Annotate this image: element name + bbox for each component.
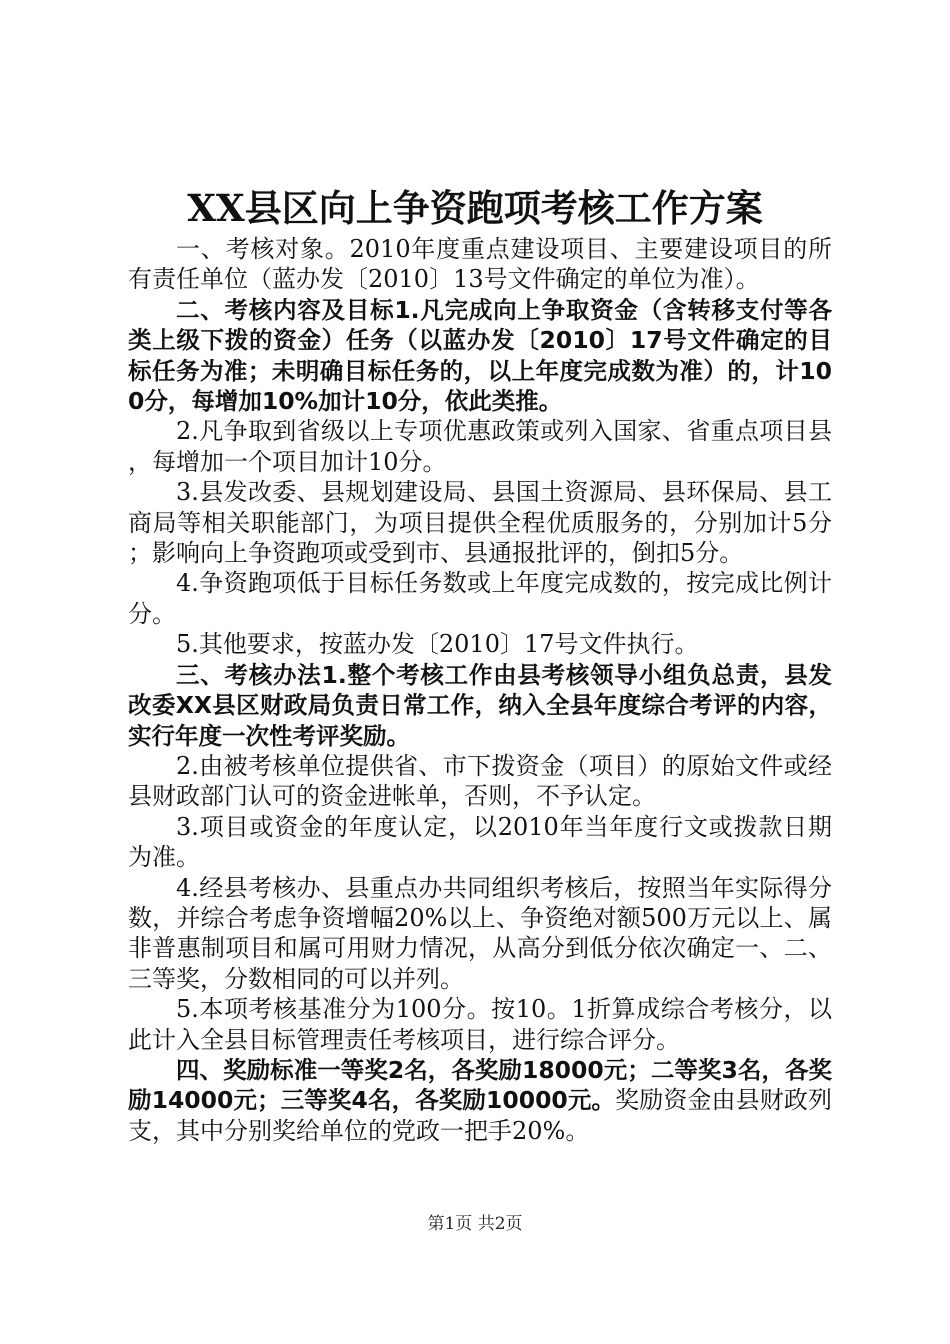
paragraph-12-bold-part: 四、奖励标准一等奖2名，各奖励18000元；二等奖3名，各奖励14000元；三等奖4名，各奖励10000元。 [128, 1055, 832, 1115]
paragraph-5: 4.争资跑项低于目标任务数或上年度完成数的，按完成比例计分。 [128, 569, 832, 628]
paragraph-11: 5.本项考核基准分为100分。按10。1折算成综合考核分，以此计入全县目标管理责任考核项目，进行综合评分。 [128, 995, 832, 1054]
paragraph-2: 二、考核内容及目标1.凡完成向上争取资金（含转移支付等各类上级下拨的资金）任务（以蓝办发〔2010〕17号文件确定的目标任务为准；未明确目标任务的，以上年度完成数为准）的，计100分，每增加10%加计10分，依此类推。 [128, 295, 832, 416]
paragraph-6: 5.其他要求，按蓝办发〔2010〕17号文件执行。 [176, 630, 699, 659]
page-footer: 第1页 共2页 [427, 1214, 523, 1234]
paragraph-9: 3.项目或资金的年度认定，以2010年当年度行文或拨款日期为准。 [128, 812, 832, 872]
paragraph-4: 3.县发改委、县规划建设局、县国土资源局、县环保局、县工商局等相关职能部门，为项目提供全程优质服务的，分别加计5分；影响向上争资跑项或受到市、县通报批评的，倒扣5分。 [128, 478, 832, 568]
paragraph-7: 三、考核办法1.整个考核工作由县考核领导小组负总责，县发改委XX县区财政局负责日常工作，纳入全县年度综合考评的内容，实行年度一次性考评奖励。 [128, 660, 832, 750]
document-title: XX县区向上争资跑项考核工作方案 [187, 186, 763, 230]
paragraph-12-normal-part: 奖励资金由县财政列支，其中分别奖给单位的党政一把手20%。 [128, 1086, 832, 1145]
paragraph-1: 一、考核对象。2010年度重点建设项目、主要建设项目的所有责任单位（蓝办发〔2010〕13号文件确定的单位为准）。 [128, 235, 832, 294]
paragraph-3: 2.凡争取到省级以上专项优惠政策或列入国家、省重点项目县，每增加一个项目加计10分。 [128, 417, 832, 476]
paragraph-12 [128, 1055, 832, 1146]
paragraph-8: 2.由被考核单位提供省、市下拨资金（项目）的原始文件或经县财政部门认可的资金进帐单，否则，不予认定。 [128, 751, 832, 811]
paragraph-10: 4.经县考核办、县重点办共同组织考核后，按照当年实际得分数，并综合考虑争资增幅20%以上、争资绝对额500万元以上、属非普惠制项目和属可用财力情况，从高分到低分依次确定一、二、三等奖，分数相同的可以并列。 [128, 873, 832, 993]
document-body [128, 234, 832, 1146]
